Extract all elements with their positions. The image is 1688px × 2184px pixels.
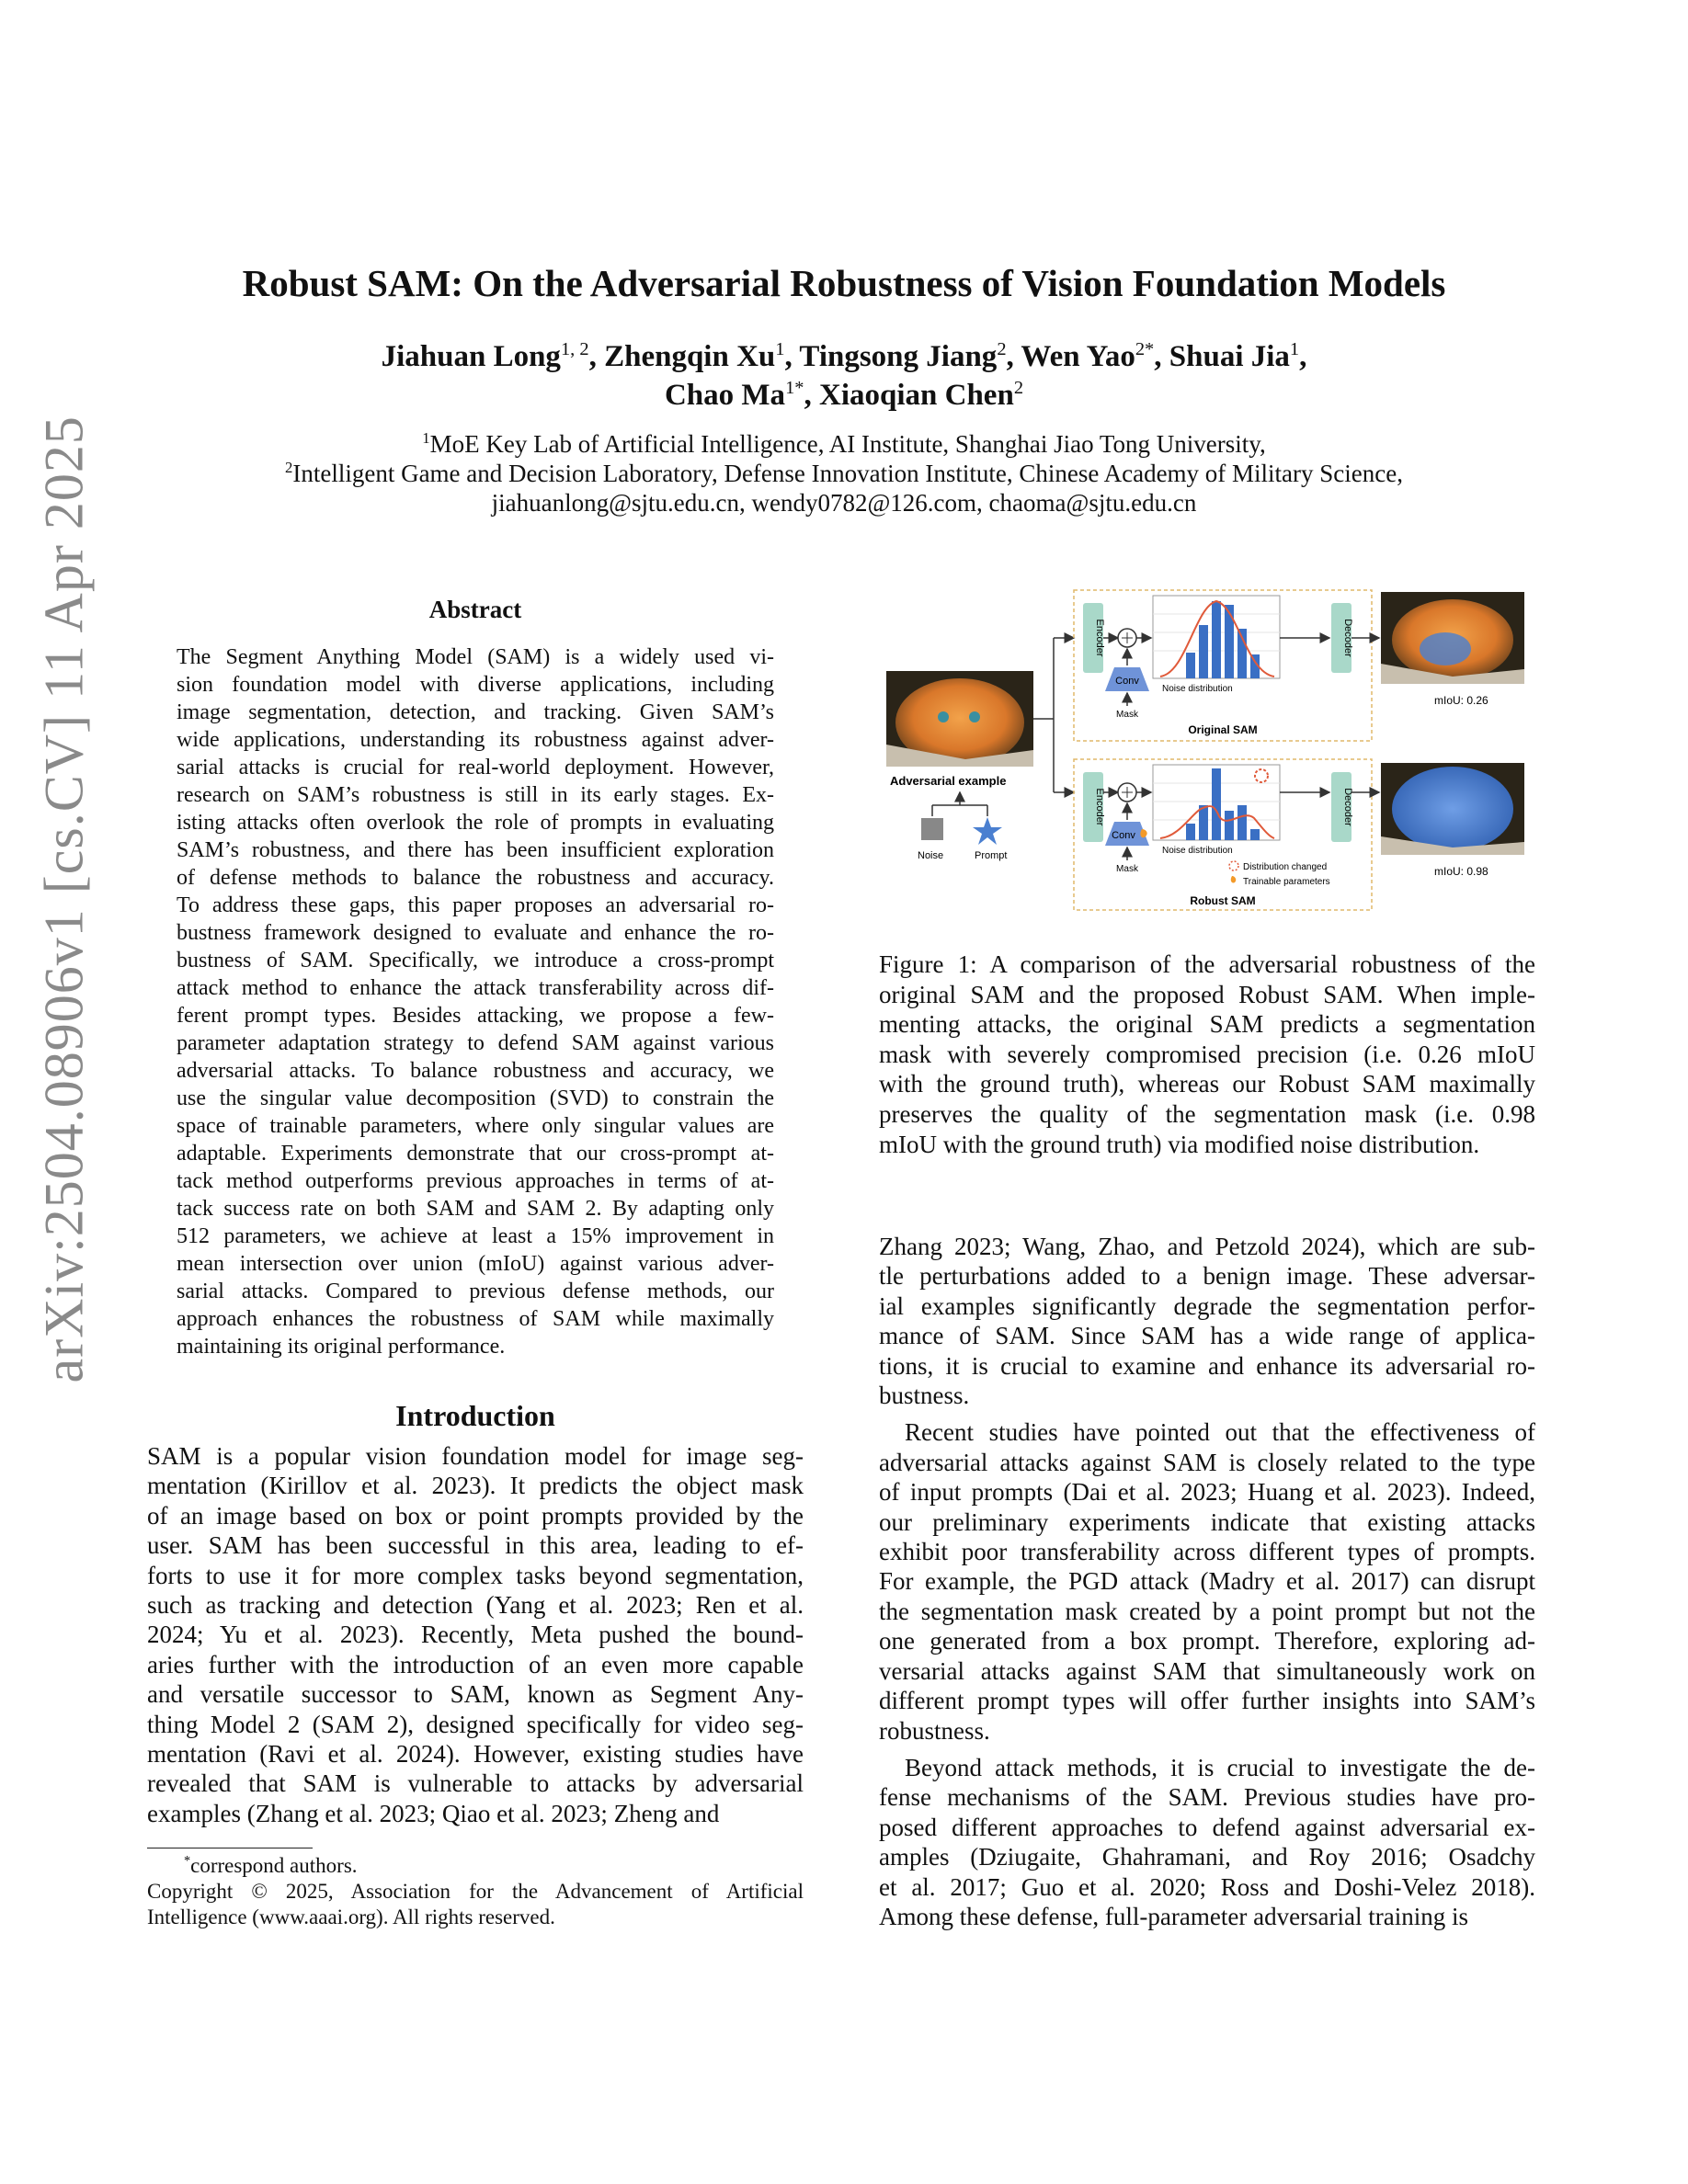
affiliation-text: MoE Key Lab of Artificial Intelligence, AI Institute, Shanghai Jiao Tong University, bbox=[429, 430, 1266, 458]
author-sup: 1 bbox=[1289, 339, 1300, 359]
abstract-heading: Abstract bbox=[428, 596, 522, 623]
text-line: mentation (Kirillov et al. 2023). It predicts the object mask bbox=[147, 1472, 804, 1500]
text-line: tle perturbations added to a benign image. These adversar- bbox=[879, 1262, 1535, 1291]
text-line: use the singular value decomposition (SVD) to constrain the bbox=[177, 1086, 774, 1110]
fig-label-noise: Noise bbox=[918, 850, 944, 861]
fig-label-noise-distribution: Noise distribution bbox=[1162, 846, 1233, 856]
text-line: mask with severely compromised precision (i.e. 0.26 mIoU bbox=[879, 1040, 1535, 1068]
paragraph-3 bbox=[879, 1753, 1535, 1931]
footnote-text: correspond authors. bbox=[190, 1854, 358, 1877]
text-line: exhibit poor transferability across different types of prompts. bbox=[879, 1538, 1535, 1566]
abstract-body bbox=[177, 643, 774, 1360]
text-line: of defense methods to balance the robustness and accuracy. bbox=[177, 866, 774, 890]
fig-label-noise-distribution: Noise distribution bbox=[1162, 684, 1233, 694]
text-line: mIoU with the ground truth) via modified noise distribution. bbox=[879, 1130, 1480, 1158]
text-line: with the ground truth), whereas our Robust SAM maximally bbox=[879, 1070, 1535, 1098]
footnote-correspond bbox=[147, 1853, 804, 1879]
text-line: one generated from a box prompt. Therefore, exploring ad- bbox=[879, 1627, 1535, 1655]
text-line: Zhang 2023; Wang, Zhao, and Petzold 2024), which are sub- bbox=[879, 1233, 1535, 1260]
author-separator: , bbox=[1299, 340, 1307, 373]
paragraph-1 bbox=[879, 1232, 1535, 1410]
text-line: attack method to enhance the attack transferability across dif- bbox=[177, 976, 774, 1000]
text-line: Recent studies have pointed out that the effectiveness of bbox=[905, 1418, 1535, 1447]
text-line: SAM’s robustness, and there has been insufficient exploration bbox=[177, 838, 774, 862]
introduction-heading: Introduction bbox=[395, 1399, 555, 1432]
text-line: isting attacks often overlook the role of prompts in evaluating bbox=[177, 811, 774, 835]
text-line: original SAM and the proposed Robust SAM. When imple- bbox=[879, 980, 1535, 1008]
copyright-line-1: Copyright © 2025, Association for the Advancement of Artificial bbox=[147, 1880, 804, 1903]
text-line: aries further with the introduction of an even more capable bbox=[147, 1650, 804, 1678]
author-name: , Tingsong Jiang bbox=[784, 340, 998, 373]
author-name: Chao Ma bbox=[664, 379, 786, 412]
adversarial-cat-image bbox=[886, 671, 1033, 767]
text-line: For example, the PGD attack (Madry et al. 2017) can disrupt bbox=[879, 1567, 1535, 1596]
output-mask-robust bbox=[1381, 763, 1524, 855]
text-line: tions, it is crucial to examine and enhance its adversarial ro- bbox=[879, 1351, 1535, 1380]
introduction-body bbox=[147, 1441, 804, 1828]
author-name: , Wen Yao bbox=[1006, 340, 1135, 373]
figure-diagram bbox=[883, 588, 1545, 919]
text-line: To address these gaps, this paper proposes an adversarial ro- bbox=[177, 893, 774, 917]
text-line: 512 parameters, we achieve at least a 15% improvement in bbox=[177, 1224, 774, 1248]
text-line: space of trainable parameters, where only singular values are bbox=[177, 1114, 774, 1138]
fig-label-original-sam: Original SAM bbox=[1188, 723, 1258, 736]
text-line: versarial attacks against SAM that simultaneously work on bbox=[879, 1656, 1535, 1685]
text-line: sion foundation model with diverse applications, including bbox=[177, 673, 774, 697]
text-line: maintaining its original performance. bbox=[177, 1335, 506, 1359]
footnote bbox=[147, 1853, 804, 1930]
text-line: research on SAM’s robustness is still in its early stages. Ex- bbox=[177, 783, 774, 807]
text-line: Figure 1: A comparison of the adversarial robustness of the bbox=[879, 950, 1535, 978]
figure-1 bbox=[883, 588, 1545, 919]
output-mask-original bbox=[1381, 592, 1524, 684]
fig-label-encoder: Encoder bbox=[1094, 788, 1105, 826]
fig-label-mask: Mask bbox=[1116, 710, 1138, 720]
text-line: of an image based on box or point prompts provided by the bbox=[147, 1501, 804, 1530]
affiliation-1 bbox=[0, 430, 1688, 459]
flame-icon bbox=[1140, 829, 1146, 837]
text-line: adversarial attacks. To balance robustness and accuracy, we bbox=[177, 1059, 774, 1083]
text-line: SAM is a popular vision foundation model for image seg- bbox=[147, 1442, 804, 1470]
text-line: the segmentation mask created by a point prompt but not the bbox=[879, 1597, 1535, 1625]
text-line: bustness framework designed to evaluate and enhance the ro- bbox=[177, 921, 774, 945]
text-line: such as tracking and detection (Yang et al. 2023; Ren et al. bbox=[147, 1591, 804, 1620]
text-line: and versatile successor to SAM, known as Segment Any- bbox=[147, 1680, 804, 1709]
author-sup: 1* bbox=[785, 378, 804, 398]
text-line: examples (Zhang et al. 2023; Qiao et al. 2023; Zheng and bbox=[147, 1799, 720, 1827]
text-line: ial examples significantly degrade the segmentation perfor- bbox=[879, 1291, 1535, 1320]
text-line: tack method outperforms previous approaches in terms of at- bbox=[177, 1169, 774, 1193]
text-line: sarial attacks is crucial for real-world deployment. However, bbox=[177, 756, 774, 779]
text-line: posed different approaches to defend against adversarial ex- bbox=[879, 1813, 1535, 1841]
right-column-body bbox=[879, 1232, 1535, 1931]
text-line: robustness. bbox=[879, 1716, 990, 1745]
fig-label-miou-top: mIoU: 0.26 bbox=[1434, 694, 1488, 707]
noise-square-icon bbox=[921, 818, 943, 840]
text-line: et al. 2017; Guo et al. 2020; Ross and Doshi-Velez 2018). bbox=[879, 1872, 1535, 1901]
text-line: Beyond attack methods, it is crucial to investigate the de- bbox=[905, 1753, 1535, 1781]
text-line: fense mechanisms of the SAM. Previous studies have pro- bbox=[879, 1783, 1535, 1812]
fig-label-robust-sam: Robust SAM bbox=[1190, 894, 1256, 907]
text-line: different prompt types will offer further insights into SAM’s bbox=[879, 1687, 1535, 1715]
fig-label-decoder: Decoder bbox=[1342, 619, 1353, 657]
text-line: revealed that SAM is vulnerable to attacks by adversarial bbox=[147, 1769, 804, 1798]
prompt-star-icon bbox=[973, 817, 1002, 845]
text-line: bustness of SAM. Specifically, we introduce a cross-prompt bbox=[177, 949, 774, 973]
fig-label-mask: Mask bbox=[1116, 864, 1138, 874]
affiliation-2 bbox=[0, 460, 1688, 488]
legend-flame-icon bbox=[1231, 876, 1236, 883]
affiliation-text: Intelligent Game and Decision Laboratory, Defense Innovation Institute, Chinese Academy of Military Science, bbox=[292, 460, 1403, 487]
text-line: thing Model 2 (SAM 2), designed specifically for video seg- bbox=[147, 1710, 804, 1738]
text-line: menting attacks, the original SAM predicts a segmentation bbox=[879, 1010, 1535, 1039]
text-line: our preliminary experiments indicate that existing attacks bbox=[879, 1507, 1535, 1536]
text-line: ferent prompt types. Besides attacking, we propose a few- bbox=[177, 1004, 774, 1028]
text-line: user. SAM has been successful in this area, leading to ef- bbox=[147, 1531, 804, 1560]
author-line-1 bbox=[0, 340, 1688, 374]
text-line: sarial attacks. Compared to previous defense methods, our bbox=[177, 1280, 774, 1303]
author-name: Jiahuan Long bbox=[381, 340, 561, 373]
paper-title: Robust SAM: On the Adversarial Robustness of Vision Foundation Models bbox=[242, 262, 1446, 304]
fig-legend-trainable-parameters: Trainable parameters bbox=[1243, 877, 1330, 887]
fig-label-miou-bottom: mIoU: 0.98 bbox=[1434, 865, 1488, 878]
text-line: The Segment Anything Model (SAM) is a widely used vi- bbox=[177, 645, 774, 669]
text-line: parameter adaptation strategy to defend SAM against various bbox=[177, 1031, 774, 1055]
figure-caption bbox=[879, 950, 1535, 1159]
text-line: adversarial attacks against SAM is closely related to the type bbox=[879, 1448, 1535, 1476]
text-line: approach enhances the robustness of SAM while maximally bbox=[177, 1307, 774, 1331]
author-sup: 2 bbox=[1013, 378, 1024, 398]
text-line: adaptable. Experiments demonstrate that our cross-prompt at- bbox=[177, 1142, 774, 1166]
text-line: mentation (Ravi et al. 2024). However, existing studies have bbox=[147, 1740, 804, 1769]
footnote-mark: * bbox=[184, 1853, 191, 1869]
author-sup: 2 bbox=[997, 339, 1007, 359]
fig-label-prompt: Prompt bbox=[975, 850, 1008, 861]
fig-label-conv: Conv bbox=[1112, 830, 1135, 841]
author-sup: 1, 2 bbox=[560, 339, 589, 359]
fig-label-conv: Conv bbox=[1115, 676, 1139, 687]
copyright-line-2: Intelligence (www.aaai.org). All rights reserved. bbox=[147, 1905, 555, 1928]
text-line: forts to use it for more complex tasks beyond segmentation, bbox=[147, 1561, 804, 1589]
legend-distribution-icon bbox=[1229, 861, 1238, 870]
affiliation-sup: 2 bbox=[284, 459, 293, 476]
fig-label-encoder: Encoder bbox=[1094, 619, 1105, 657]
text-line: image segmentation, detection, and tracking. Given SAM’s bbox=[177, 700, 774, 724]
arxiv-stamp: arXiv:2504.08906v1 [cs.CV] 11 Apr 2025 bbox=[33, 415, 95, 1383]
text-line: mance of SAM. Since SAM has a wide range of applica- bbox=[879, 1322, 1535, 1350]
text-line: wide applications, understanding its robustness against adver- bbox=[177, 728, 774, 752]
affiliation-sup: 1 bbox=[422, 429, 430, 447]
author-sup: 2* bbox=[1135, 339, 1155, 359]
text-line: bustness. bbox=[879, 1382, 970, 1410]
paragraph-2 bbox=[879, 1417, 1535, 1745]
text-line: preserves the quality of the segmentation mask (i.e. 0.98 bbox=[879, 1099, 1535, 1128]
author-name: , Xiaoqian Chen bbox=[804, 379, 1014, 412]
text-line: mean intersection over union (mIoU) against various adver- bbox=[177, 1252, 774, 1276]
text-line: Among these defense, full-parameter adversarial training is bbox=[879, 1902, 1468, 1930]
emails: jiahuanlong@sjtu.edu.cn, wendy0782@126.com, chaoma@sjtu.edu.cn bbox=[491, 489, 1197, 517]
text-line: 2024; Yu et al. 2023). Recently, Meta pushed the bound- bbox=[147, 1621, 804, 1649]
text-line: of input prompts (Dai et al. 2023; Huang et al. 2023). Indeed, bbox=[879, 1478, 1535, 1507]
fig-legend-distribution-changed: Distribution changed bbox=[1243, 862, 1328, 872]
author-name: , Zhengqin Xu bbox=[588, 340, 776, 373]
text-line: tack success rate on both SAM and SAM 2. By adapting only bbox=[177, 1197, 774, 1221]
text-line: amples (Dziugaite, Ghahramani, and Roy 2016; Osadchy bbox=[879, 1843, 1535, 1871]
fig-label-adversarial-example: Adversarial example bbox=[890, 774, 1007, 788]
author-name: , Shuai Jia bbox=[1154, 340, 1290, 373]
author-sup: 1 bbox=[775, 339, 785, 359]
author-line-2 bbox=[0, 379, 1688, 413]
fig-label-decoder: Decoder bbox=[1342, 788, 1353, 826]
